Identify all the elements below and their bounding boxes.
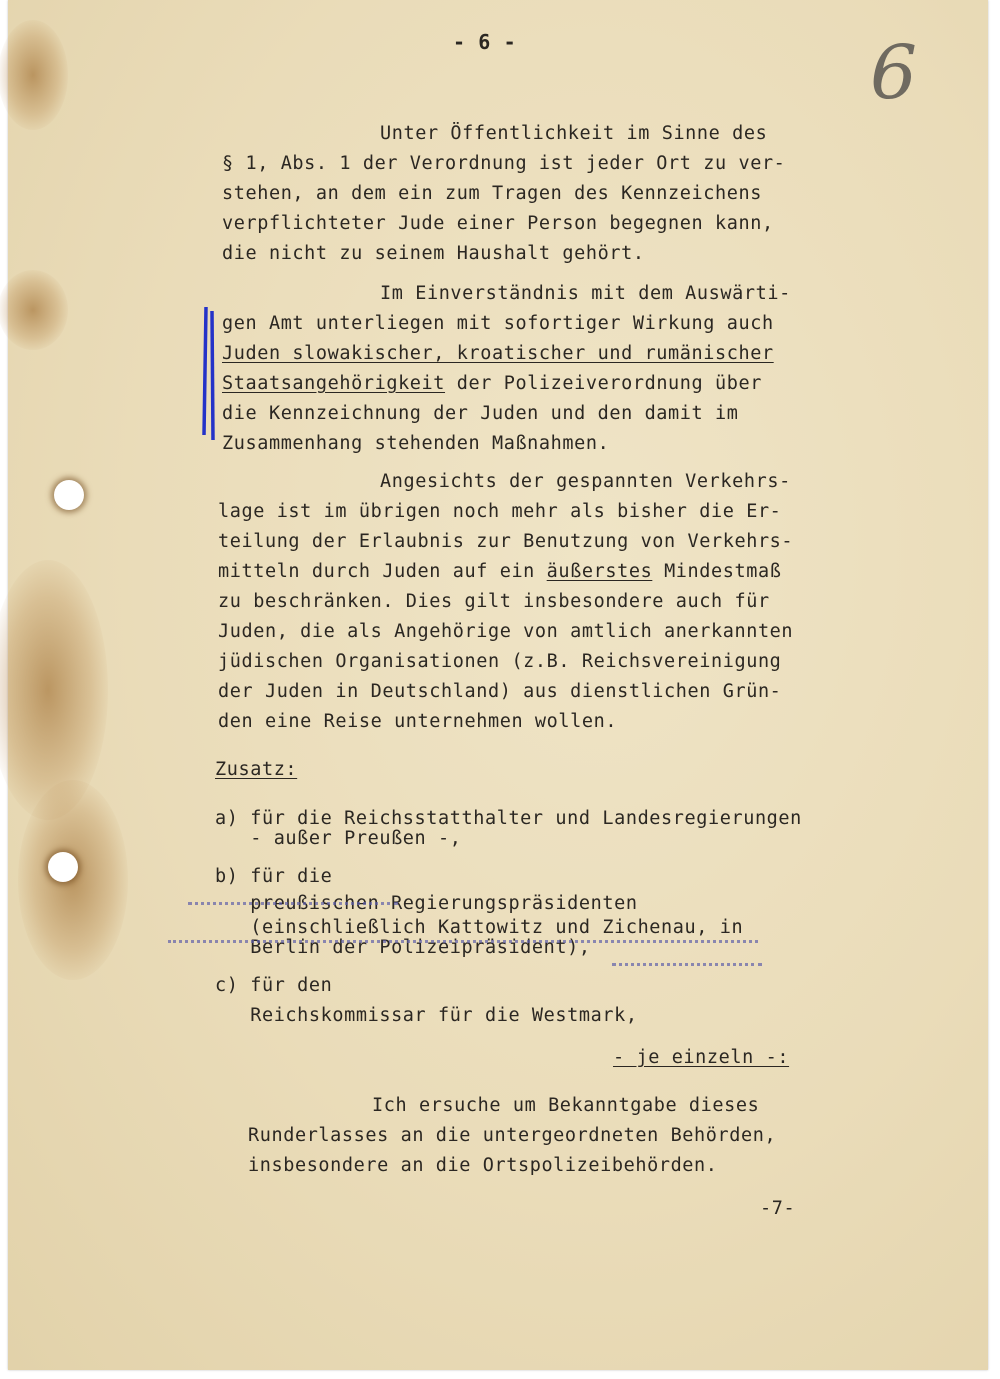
text-line: die nicht zu seinem Haushalt gehört.: [222, 243, 645, 264]
text-line: jüdischen Organisationen (z.B. Reichsvereinigung: [218, 651, 782, 672]
text-line: Runderlasses an die untergeordneten Behörden,: [248, 1125, 777, 1146]
text-line: stehen, an dem ein zum Tragen des Kennzeichens: [222, 183, 762, 204]
text-line: lage ist im übrigen noch mehr als bisher die Er-: [218, 501, 782, 522]
pencil-mark: [168, 940, 758, 943]
water-stain: [18, 780, 128, 980]
list-item-b: b) für die: [215, 866, 333, 887]
text-line: gen Amt unterliegen mit sofortiger Wirkung auch: [222, 313, 774, 334]
water-stain: [0, 560, 108, 820]
text-line: Juden, die als Angehörige von amtlich anerkannten: [218, 621, 794, 642]
punch-hole: [54, 480, 84, 510]
text-line: Unter Öffentlichkeit im Sinne des: [380, 123, 768, 144]
page-header: - 6 -: [453, 30, 517, 54]
blue-pencil-margin-mark: [200, 305, 220, 445]
text-line: die Kennzeichnung der Juden und den damit im: [222, 403, 739, 424]
water-stain: [0, 20, 68, 130]
list-item-b-cont: Berlin der Polizeipräsident),: [215, 937, 591, 958]
list-item-a-cont: - außer Preußen -,: [215, 828, 462, 849]
text-line: Im Einverständnis mit dem Auswärti-: [380, 283, 791, 304]
text-fragment: der Polizeiverordnung über: [445, 373, 762, 394]
list-item-b-cont: (einschließlich Kattowitz und Zichenau, in: [215, 917, 744, 938]
text-line: den eine Reise unternehmen wollen.: [218, 711, 618, 732]
text-line: insbesondere an die Ortspolizeibehörden.: [248, 1155, 718, 1176]
pencil-mark: [612, 963, 762, 966]
text-line: [222, 373, 762, 394]
text-line: der Juden in Deutschland) aus dienstlichen Grün-: [218, 681, 782, 702]
list-item-c: c) für den: [215, 975, 333, 996]
underlined-text-line: Juden slowakischer, kroatischer und rumänischer: [222, 343, 774, 364]
text-fragment: mitteln durch Juden auf ein: [218, 561, 547, 582]
text-line: Zusammenhang stehenden Maßnahmen.: [222, 433, 610, 454]
text-line: Angesichts der gespannten Verkehrs-: [380, 471, 791, 492]
underlined-phrase: Staatsangehörigkeit: [222, 373, 446, 394]
je-einzeln: - je einzeln -:: [613, 1047, 790, 1068]
underlined-word: äußerstes: [546, 561, 653, 582]
text-line: verpflichteter Jude einer Person begegnen kann,: [222, 213, 774, 234]
text-line: teilung der Erlaubnis zur Benutzung von Verkehrs-: [218, 531, 794, 552]
document-page: [8, 0, 988, 1370]
text-fragment: Mindestmaß: [652, 561, 782, 582]
pencil-mark: [188, 902, 398, 905]
text-line: zu beschränken. Dies gilt insbesondere auch für: [218, 591, 770, 612]
text-line: § 1, Abs. 1 der Verordnung ist jeder Ort zu ver-: [222, 153, 786, 174]
list-item-a: a) für die Reichsstatthalter und Landesregierungen: [215, 808, 802, 829]
punch-hole: [48, 852, 78, 882]
list-item-c-cont: Reichskommissar für die Westmark,: [215, 1005, 638, 1026]
handwritten-page-number: 6: [870, 30, 918, 116]
continuation-marker: -7-: [760, 1198, 796, 1219]
zusatz-heading: Zusatz:: [215, 759, 298, 780]
text-line: Ich ersuche um Bekanntgabe dieses: [372, 1095, 760, 1116]
text-line: [218, 561, 781, 582]
water-stain: [0, 270, 68, 350]
list-item-b-cont: preußischen Regierungspräsidenten: [215, 893, 638, 914]
